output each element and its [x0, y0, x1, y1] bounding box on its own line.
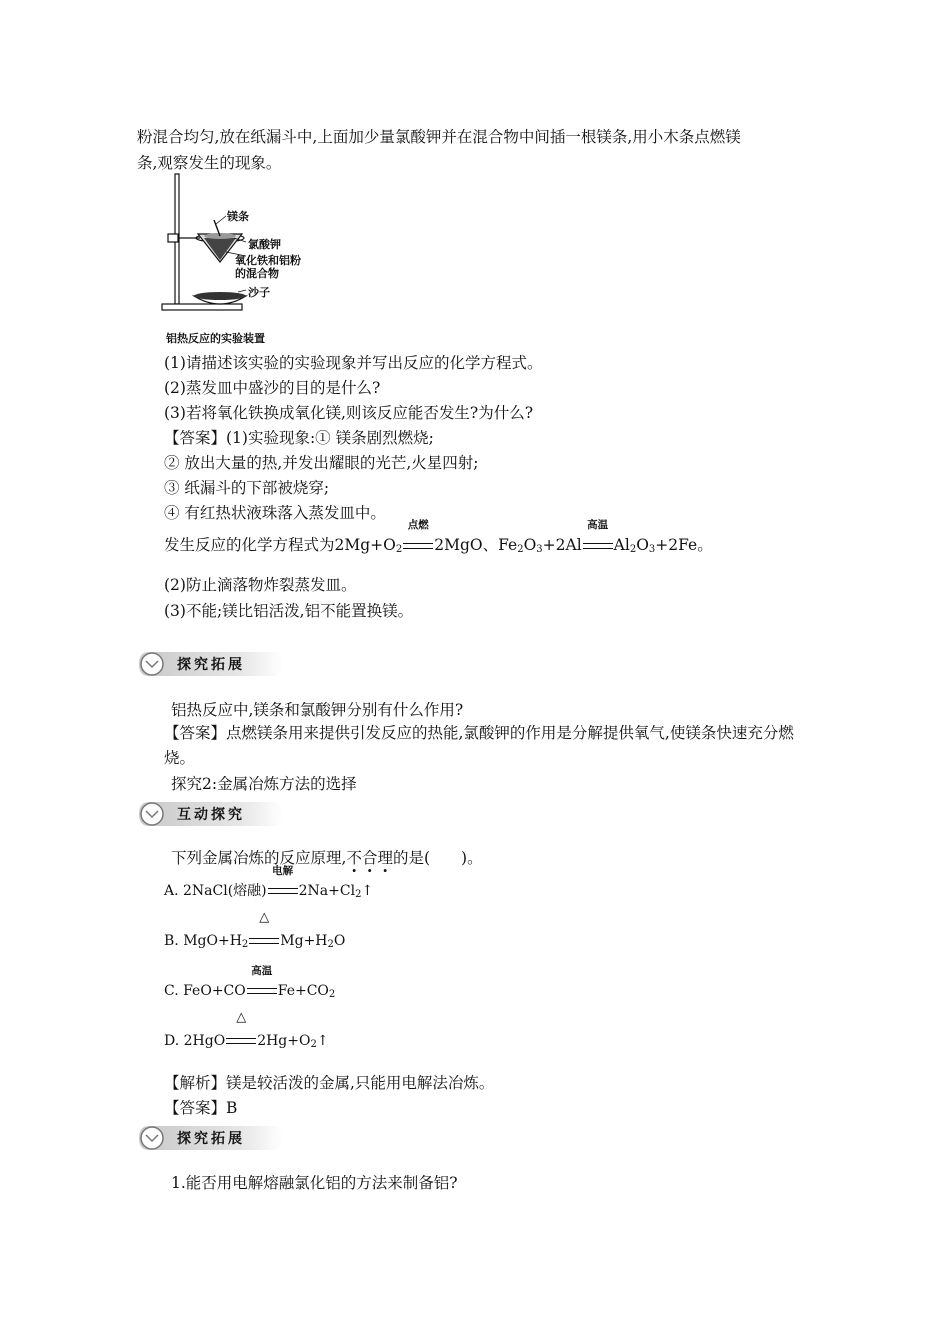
eq2-right-2: O	[636, 536, 649, 554]
eq2-right-3: +2Fe。	[655, 536, 713, 554]
figure-caption: 铝热反应的实验装置	[166, 332, 265, 345]
equation-line	[164, 519, 713, 561]
thermite-apparatus-figure	[160, 172, 320, 347]
option-b-subscript-2: 2	[327, 939, 334, 950]
option-b-right: Mg+H	[280, 933, 328, 949]
analysis-line: 【解析】镁是较活泼的金属,只能用电解法冶炼。	[164, 1074, 495, 1092]
option-b-left: B. MgO+H	[164, 933, 242, 949]
option-c-right: Fe+CO	[277, 983, 329, 999]
option-b-condition-sign	[248, 910, 280, 952]
option-d-right: 2Hg+O	[257, 1033, 311, 1049]
stem-prefix: 下列金属冶炼的反应原理,	[171, 849, 347, 867]
option-c	[164, 965, 336, 1006]
option-a-condition-sign	[267, 865, 299, 902]
section-banner-interactive-explore	[137, 799, 287, 829]
option-b-subscript-1: 2	[241, 939, 249, 950]
heat-triangle-icon: △	[236, 1010, 247, 1025]
banner-label: 探究拓展	[177, 657, 245, 673]
question-2: (2)蒸发皿中盛沙的目的是什么?	[164, 379, 381, 397]
banner-label: 探究拓展	[177, 1131, 245, 1147]
option-d	[164, 1010, 329, 1056]
stem-suffix: 的是( )。	[392, 849, 483, 867]
eq1-subscript: 2	[395, 544, 403, 555]
intro-line-2: 条,观察发生的现象。	[137, 154, 282, 172]
eq2-condition: 高温	[587, 519, 609, 531]
option-a-subscript: 2	[355, 889, 362, 900]
eq1-left: 2Mg+O	[334, 536, 396, 554]
question-3: (3)若将氧化铁换成氧化镁,则该反应能否发生?为什么?	[164, 404, 534, 422]
answer-choice: 【答案】B	[164, 1099, 238, 1117]
label-mixture-line-1: 氧化铁和铝粉	[235, 254, 301, 267]
eq1-right: 2MgO、Fe	[434, 536, 518, 554]
eq2-mid: O	[523, 536, 537, 554]
option-c-subscript: 2	[328, 989, 336, 1000]
intro-line-1: 粉混合均匀,放在纸漏斗中,上面加少量氯酸钾并在混合物中间插一根镁条,用小木条点燃镁	[137, 128, 741, 146]
eq2-sub-2: 3	[536, 544, 543, 555]
extend-answer: 【答案】点燃镁条用来提供引发反应的热能,氯酸钾的作用是分解提供氧气,使镁条快速充分燃烧。	[164, 724, 794, 767]
eq1-condition: 点燃	[407, 519, 429, 531]
label-sand: 沙子	[248, 286, 270, 299]
stem-emphasis-2: 合	[361, 849, 378, 867]
answer-line-5: (2)防止滴落物炸裂蒸发皿。	[164, 576, 357, 594]
option-b-right-end: O	[333, 933, 346, 949]
option-d-condition-sign	[225, 1010, 257, 1052]
option-c-left: C. FeO+CO	[164, 983, 246, 999]
gas-arrow-icon: ↑	[361, 883, 374, 899]
extend-question-1: 1.能否用电解熔融氯化铝的方法来制备铝?	[171, 1174, 458, 1192]
section-title-explore-2: 探究2:金属冶炼方法的选择	[171, 775, 357, 793]
label-potassium-chlorate: 氯酸钾	[248, 238, 281, 251]
option-b	[164, 910, 346, 956]
option-a-left: A. 2NaCl(熔融)	[164, 883, 267, 899]
eq2-sub-3: 2	[629, 544, 637, 555]
eq1-condition-sign	[402, 519, 434, 556]
section-banner-explore-extend-1	[137, 649, 287, 679]
option-a-right: 2Na+Cl	[298, 883, 356, 899]
answer-line-2: ② 放出大量的热,并发出耀眼的光芒,火星四射;	[164, 454, 479, 472]
stem-emphasis-3: 理	[377, 849, 393, 867]
label-magnesium-ribbon: 镁条	[227, 210, 249, 223]
option-d-subscript: 2	[310, 1039, 317, 1050]
answer-line-3: ③ 纸漏斗的下部被烧穿;	[164, 479, 330, 497]
section-banner-explore-extend-2	[137, 1123, 287, 1153]
option-c-condition: 高温	[251, 965, 273, 977]
heat-triangle-icon: △	[259, 910, 270, 925]
question-stem	[171, 847, 483, 869]
answer-line-6: (3)不能;镁比铝活泼,铝不能置换镁。	[164, 602, 414, 620]
eq2-right-1: Al	[613, 536, 630, 554]
stem-emphasis-1: 不	[346, 849, 362, 867]
gas-arrow-icon: ↑	[316, 1033, 329, 1049]
eq2-left-end: +2Al	[542, 536, 582, 554]
label-mixture-line-2: 的混合物	[235, 267, 279, 280]
answer-line-4: ④ 有红热状液珠落入蒸发皿中。	[164, 504, 386, 522]
eq2-sub-1: 2	[517, 544, 524, 555]
extend-question: 铝热反应中,镁条和氯酸钾分别有什么作用?	[171, 701, 464, 719]
banner-label: 互动探究	[177, 807, 245, 823]
eq2-condition-sign	[582, 519, 614, 556]
option-d-left: D. 2HgO	[164, 1033, 226, 1049]
answer-line-1: 【答案】(1)实验现象:① 镁条剧烈燃烧;	[164, 429, 434, 447]
equation-prefix: 发生反应的化学方程式为	[164, 536, 335, 554]
option-a	[164, 865, 374, 906]
question-1: (1)请描述该实验的实验现象并写出反应的化学方程式。	[164, 354, 543, 372]
option-c-condition-sign	[246, 965, 278, 1002]
eq2-sub-4: 3	[648, 544, 656, 555]
option-a-condition: 电解	[272, 865, 294, 877]
